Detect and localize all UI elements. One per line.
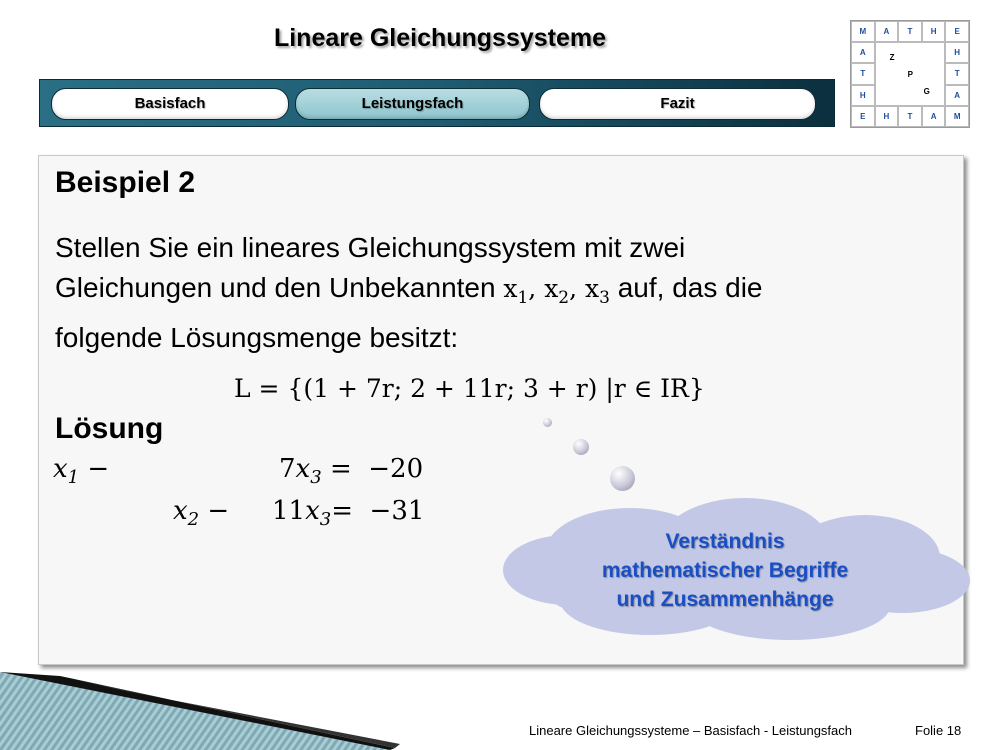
tab-leistungsfach[interactable]: Leistungsfach (295, 88, 530, 120)
task-text (55, 228, 935, 358)
logo-letter: P (907, 70, 913, 80)
logo-center (875, 42, 946, 106)
logo-letter: A (851, 42, 875, 63)
solution-set-formula: L = {(1 + 7r; 2 + 11r; 3 + r) |r ∈ IR} (234, 374, 705, 403)
logo-letter: G (923, 87, 930, 97)
logo-letter: Z (889, 53, 895, 63)
logo-letter: A (875, 21, 899, 42)
equation-1-left: $x_1$ − (53, 454, 110, 489)
logo-letter: M (945, 106, 969, 127)
equation-2-right: $11x_3= -31$ (272, 496, 425, 531)
logo-letter: H (945, 42, 969, 63)
logo-letter: A (922, 106, 946, 127)
task-line (55, 268, 935, 318)
equation-2-left: $x_2$ − (173, 496, 230, 531)
tab-basisfach[interactable]: Basisfach (51, 88, 289, 120)
footer-title: Lineare Gleichungssysteme – Basisfach - Leistungsfach (529, 723, 853, 738)
example-heading: Beispiel 2 (55, 166, 196, 199)
cloud-line: mathematischer Begriffe (601, 559, 849, 582)
logo-letter: T (945, 63, 969, 84)
logo-letter: H (851, 85, 875, 106)
cloud-line: und Zusammenhänge (616, 588, 834, 611)
page-title: Lineare Gleichungssysteme (273, 24, 607, 52)
logo-letter: E (945, 21, 969, 42)
cloud-text (560, 527, 890, 614)
logo-letter: A (945, 85, 969, 106)
logo-letter: T (851, 63, 875, 84)
slide-number: Folie 18 (915, 723, 962, 738)
equation-1-right: $7x_3 = -20$ (279, 454, 424, 489)
logo-letter: T (898, 21, 922, 42)
unknowns-math: $x_1$, $x_2$, $x_3$ (503, 274, 610, 308)
logo-letter: H (922, 21, 946, 42)
tab-fazit[interactable]: Fazit (539, 88, 816, 120)
logo-letter: H (875, 106, 899, 127)
solution-heading: Lösung (55, 412, 164, 445)
logo-letter: T (898, 106, 922, 127)
task-line-part: Gleichungen und den Unbekannten (55, 272, 504, 303)
mathe-logo (850, 20, 970, 128)
thought-bubble-small (543, 418, 552, 427)
task-line-part: auf, das die (609, 272, 763, 303)
logo-letter: E (851, 106, 875, 127)
cloud-line: Verständnis (665, 530, 785, 553)
nav-bar (39, 79, 835, 127)
thought-bubble-medium (573, 439, 589, 455)
task-line: folgende Lösungsmenge besitzt: (55, 322, 459, 353)
thought-bubble-large (610, 466, 635, 491)
logo-letter: M (851, 21, 875, 42)
task-line: Stellen Sie ein lineares Gleichungssystem mit zwei (55, 232, 686, 263)
